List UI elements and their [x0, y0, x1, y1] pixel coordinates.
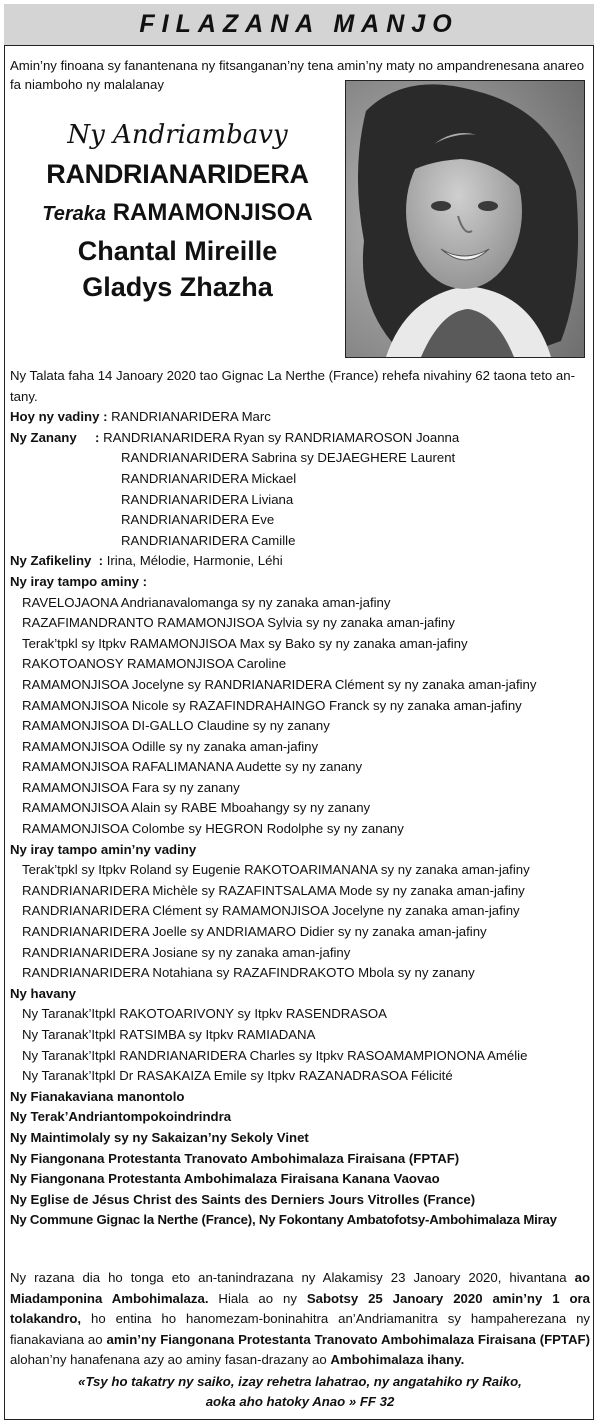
sibling-item: RAZAFIMANDRANTO RAMAMONJISOA Sylvia sy ny zanaka aman-jafiny: [22, 615, 455, 631]
organization-item: Ny Eglise de Jésus Christ des Saints des Derniers Jours Vitrolles (France): [10, 1191, 476, 1207]
organization-item: Ny Fiangonana Protestanta Tranovato Ambohimalaza Firaisana (FPTAF): [10, 1150, 460, 1166]
sibling-item: RAMAMONJISOA DI-GALLO Claudine sy ny zanany: [22, 718, 330, 734]
grandchildren-label: Ny Zafikeliny :: [10, 553, 107, 569]
quote-line-2: aoka aho hatoky Anao » FF 32: [205, 1394, 395, 1409]
funeral-burial-place: Ambohimalaza ihany.: [330, 1352, 465, 1368]
sibling-item: RAMAMONJISOA Fara sy ny zanany: [22, 779, 240, 795]
funeral-church: amin’ny Fiangonana Protestanta Tranovato Ambohimalaza Firaisana (FPTAF): [106, 1331, 590, 1347]
death-notice: Ny Talata faha 14 Janoary 2020 tao Gignac La Nerthe (France) rehefa nivahiny 62 taona teto an-tany.: [10, 368, 575, 404]
maiden-name-line: [10, 194, 345, 233]
funeral-text-4: alohan’ny hanafenana azy ao aminy fasan-drazany ao: [10, 1352, 331, 1368]
relative-item: Ny Taranak’Itpkl RAKOTOARIVONY sy Itpkv RASENDRASOA: [22, 1006, 387, 1022]
notice-body: [10, 366, 592, 1231]
portrait-image: [346, 81, 584, 357]
relative-item: Ny Taranak’Itpkl RATSIMBA sy Itpkv RAMIADANA: [22, 1027, 316, 1042]
deceased-surname: RANDRIANARIDERA: [46, 159, 309, 189]
child-item: RANDRIANARIDERA Sabrina sy DEJAEGHERE Laurent: [121, 450, 456, 466]
notice-header: [4, 4, 594, 46]
relatives-label: Ny havany: [10, 985, 76, 1001]
organization-item: Ny Maintimolaly sy ny Sakaizan’ny Sekoly Vinet: [10, 1129, 309, 1145]
funeral-text-3: ho entina ho hanomezam-boninahitra an’Andriamanitra sy hampaherezana ny fianakaviana ao: [10, 1311, 590, 1347]
spouse-label: Hoy ny vadiny :: [10, 409, 112, 425]
first-names-1: Chantal Mireille: [77, 236, 278, 266]
spouse-sibling-item: RANDRIANARIDERA Michèle sy RAZAFINTSALAMA Mode sy ny zanaka aman-jafiny: [22, 882, 525, 898]
grandchildren-value: Irina, Mélodie, Harmonie, Léhi: [106, 553, 283, 569]
funeral-details: [10, 1268, 590, 1371]
siblings-label: Ny iray tampo aminy :: [10, 573, 148, 589]
spouse-sibling-item: RANDRIANARIDERA Josiane sy ny zanaka aman-jafiny: [22, 944, 351, 960]
scripture-quote: [10, 1372, 590, 1412]
maiden-name: RAMAMONJISOA: [112, 199, 313, 226]
sibling-item: RAMAMONJISOA Alain sy RABE Mboahangy sy ny zanany: [22, 800, 371, 816]
spouse-prefix: Teraka: [42, 203, 107, 225]
funeral-date: Sabotsy 25 Janoary 2020 amin’ny 1 ora tolakandro,: [10, 1290, 590, 1327]
funeral-text-1: Ny razana dia ho tonga eto an-tanindrazana ny Alakamisy 23 Janoary 2020, hivantana: [10, 1270, 575, 1285]
sibling-item: RAVELOJAONA Andrianavalomanga sy ny zanaka aman-jafiny: [22, 594, 391, 610]
organization-item: Ny Fianakaviana manontolo: [10, 1088, 185, 1104]
sibling-item: RAMAMONJISOA Jocelyne sy RANDRIANARIDERA Clément sy ny zanaka aman-jafiny: [22, 676, 537, 692]
children-row: [10, 428, 592, 449]
deceased-photo: [345, 80, 585, 358]
sibling-item: RAMAMONJISOA Colombe sy HEGRON Rodolphe sy ny zanany: [22, 821, 404, 837]
sibling-item: RAKOTOANOSY RAMAMONJISOA Caroline: [22, 656, 287, 672]
children-label: Ny Zanany :: [10, 429, 104, 445]
spouse-row: [10, 407, 592, 428]
organization-item: Ny Commune Gignac la Nerthe (France), Ny Fokontany Ambatofotsy-Ambohimalaza Miray: [10, 1212, 557, 1228]
grandchildren-row: [10, 551, 592, 572]
funeral-place: ao Miadamponina Ambohimalaza.: [10, 1270, 590, 1306]
spouse-sibling-item: RANDRIANARIDERA Clément sy RAMAMONJISOA Jocelyne ny zanaka aman-jafiny: [22, 903, 520, 919]
sibling-item: RAMAMONJISOA Nicole sy RAZAFINDRAHAINGO Franck sy ny zanaka aman-jafiny: [22, 697, 522, 713]
sibling-item: RAMAMONJISOA RAFALIMANANA Audette sy ny zanany: [22, 759, 363, 775]
child-item: RANDRIANARIDERA Camille: [121, 532, 296, 548]
child-item: RANDRIANARIDERA Liviana: [121, 491, 294, 507]
spouse-sibling-item: RANDRIANARIDERA Joelle sy ANDRIAMARO Didier sy ny zanaka aman-jafiny: [22, 924, 487, 940]
quote-line-1: «Tsy ho takatry ny saiko, izay rehetra lahatrao, ny angatahiko ry Raiko,: [78, 1374, 522, 1389]
honorific: Ny Andriambavy: [67, 120, 288, 150]
child-item: RANDRIANARIDERA Eve: [121, 512, 275, 528]
first-names-2: Gladys Zhazha: [82, 272, 273, 302]
spouse-sibling-item: RANDRIANARIDERA Notahiana sy RAZAFINDRAKOTO Mbola sy ny zanany: [22, 965, 475, 981]
relative-item: Ny Taranak’Itpkl RANDRIANARIDERA Charles sy Itpkv RASOAMAMPIONONA Amélie: [22, 1047, 528, 1063]
relative-item: Ny Taranak’Itpkl Dr RASAKAIZA Emile sy Itpkv RAZANADRASOA Félicité: [22, 1068, 453, 1084]
spouse-value: RANDRIANARIDERA Marc: [111, 409, 271, 425]
funeral-text-2: Hiala ao ny: [208, 1290, 307, 1306]
notice-title: FILAZANA MANJO: [139, 10, 459, 38]
child-item: RANDRIANARIDERA Mickael: [121, 470, 297, 486]
sibling-item: Terak’tpkl sy Itpkv RAMAMONJISOA Max sy Bako sy ny zanaka aman-jafiny: [22, 635, 468, 651]
intro-text: Amin’ny finoana sy fanantenana ny fitsanganan’ny tena amin’ny maty no ampandrenesana anareo fa niamboho ny malalanay: [10, 58, 585, 92]
organization-item: Ny Terak’Andriantompokoindrindra: [10, 1109, 232, 1125]
spouse-sibling-item: Terak’tpkl sy Itpkv Roland sy Eugenie RAKOTOARIMANANA sy ny zanaka aman-jafiny: [22, 862, 530, 878]
sibling-item: RAMAMONJISOA Odille sy ny zanaka aman-jafiny: [22, 738, 319, 754]
organization-item: Ny Fiangonana Protestanta Ambohimalaza Firaisana Kanana Vaovao: [10, 1171, 440, 1187]
spouse-siblings-label: Ny iray tampo amin’ny vadiny: [10, 841, 197, 857]
child-item: RANDRIANARIDERA Ryan sy RANDRIAMAROSON Joanna: [103, 429, 460, 445]
deceased-name-block: [10, 118, 345, 305]
